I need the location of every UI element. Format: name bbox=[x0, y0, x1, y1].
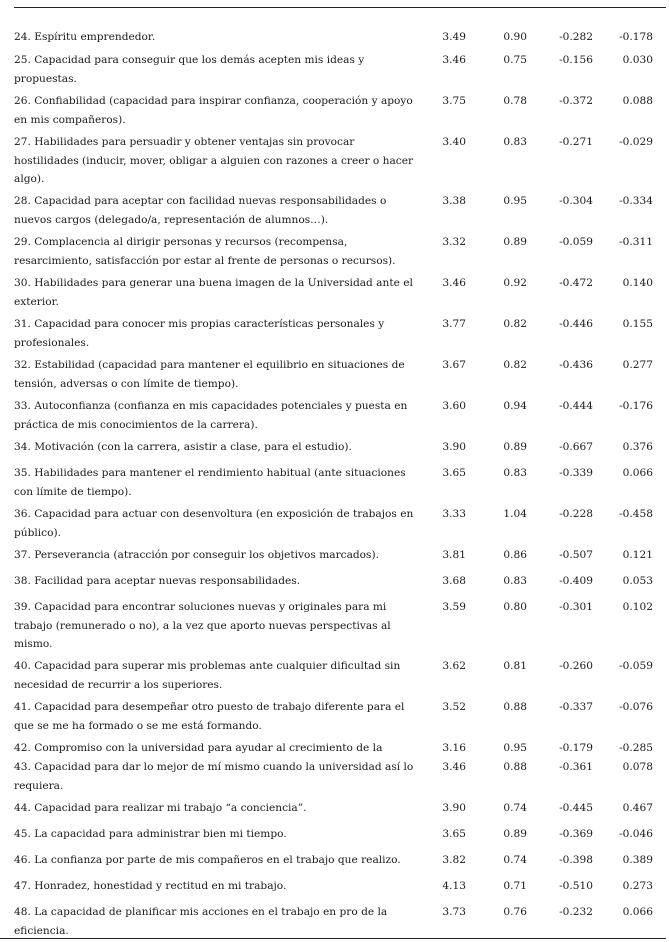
item-text: 45. La capacidad para administrar bien mi tiempo. bbox=[14, 828, 287, 840]
coefficient-2-value: 0.066 bbox=[622, 467, 653, 479]
coefficient-1-value: -0.282 bbox=[559, 31, 593, 43]
coefficient-2-value: 0.155 bbox=[622, 318, 653, 330]
item-text: 37. Perseverancia (atracción por conseguir los objetivos marcados). bbox=[14, 549, 379, 561]
item-text: 34. Motivación (con la carrera, asistir a clase, para el estudio). bbox=[14, 441, 352, 453]
sd-value: 1.04 bbox=[503, 508, 527, 520]
coefficient-2-value: 0.053 bbox=[622, 575, 653, 587]
mean-value: 3.73 bbox=[442, 906, 466, 918]
coefficient-1-value: -0.510 bbox=[559, 880, 593, 892]
coefficient-2-value: 0.140 bbox=[622, 277, 653, 289]
coefficient-2-value: -0.178 bbox=[619, 31, 653, 43]
coefficient-2-value: -0.046 bbox=[619, 828, 653, 840]
item-text: 25. Capacidad para conseguir que los demás acepten mis ideas y propuestas. bbox=[14, 54, 365, 85]
sd-value: 0.95 bbox=[503, 195, 527, 207]
item-text: 42. Compromiso con la universidad para ayudar al crecimiento de la bbox=[14, 742, 383, 754]
mean-value: 3.75 bbox=[442, 95, 466, 107]
coefficient-2-value: -0.029 bbox=[619, 136, 653, 148]
item-text: 27. Habilidades para persuadir y obtener ventajas sin provocar hostilidades (inducir, mover, obligar a alguien con razones a creer o hacer algo). bbox=[14, 136, 414, 185]
item-text: 44. Capacidad para realizar mi trabajo “a conciencia”. bbox=[14, 802, 307, 814]
mean-value: 3.90 bbox=[442, 441, 466, 453]
coefficient-1-value: -0.369 bbox=[559, 828, 593, 840]
item-text: 30. Habilidades para generar una buena imagen de la Universidad ante el exterior. bbox=[14, 277, 413, 308]
mean-value: 3.16 bbox=[442, 742, 466, 754]
coefficient-1-value: -0.667 bbox=[559, 441, 593, 453]
item-text: 31. Capacidad para conocer mis propias características personales y profesionales. bbox=[14, 318, 385, 349]
coefficient-1-value: -0.445 bbox=[559, 802, 593, 814]
item-text: 33. Autoconfianza (confianza en mis capacidades potenciales y puesta en práctica de mis conocimientos de la carrera). bbox=[14, 400, 408, 431]
coefficient-2-value: 0.389 bbox=[622, 854, 653, 866]
item-text: 26. Confiabilidad (capacidad para inspirar confianza, cooperación y apoyo en mis compañeros). bbox=[14, 95, 413, 126]
coefficient-1-value: -0.372 bbox=[559, 95, 593, 107]
coefficient-2-value: 0.273 bbox=[622, 880, 653, 892]
item-text: 38. Facilidad para aceptar nuevas responsabilidades. bbox=[14, 575, 301, 587]
sd-value: 0.89 bbox=[503, 441, 527, 453]
mean-value: 3.49 bbox=[442, 31, 466, 43]
item-text: 29. Complacencia al dirigir personas y recursos (recompensa, resarcimiento, satisfacción por estar al frente de personas o recursos). bbox=[14, 236, 396, 267]
coefficient-2-value: -0.059 bbox=[619, 660, 653, 672]
mean-value: 3.38 bbox=[442, 195, 466, 207]
item-text: 41. Capacidad para desempeñar otro puesto de trabajo diferente para el que se me ha formado o se me está formando. bbox=[14, 701, 405, 732]
coefficient-2-value: 0.376 bbox=[622, 441, 653, 453]
mean-value: 3.67 bbox=[442, 359, 466, 371]
sd-value: 0.78 bbox=[503, 95, 527, 107]
coefficient-1-value: -0.271 bbox=[559, 136, 593, 148]
coefficient-1-value: -0.339 bbox=[559, 467, 593, 479]
coefficient-2-value: -0.458 bbox=[619, 508, 653, 520]
sd-value: 0.82 bbox=[503, 359, 527, 371]
mean-value: 3.60 bbox=[442, 400, 466, 412]
sd-value: 0.83 bbox=[503, 467, 527, 479]
item-text: 24. Espíritu emprendedor. bbox=[14, 31, 156, 43]
coefficient-2-value: -0.176 bbox=[619, 400, 653, 412]
mean-value: 4.13 bbox=[442, 880, 466, 892]
coefficient-2-value: 0.078 bbox=[622, 761, 653, 773]
coefficient-1-value: -0.361 bbox=[559, 761, 593, 773]
sd-value: 0.83 bbox=[503, 136, 527, 148]
coefficient-1-value: -0.304 bbox=[559, 195, 593, 207]
item-text: 39. Capacidad para encontrar soluciones nuevas y originales para mi trabajo (remunerado o no), a la vez que aporto nuevas perspectivas al mismo. bbox=[14, 601, 391, 650]
sd-value: 0.82 bbox=[503, 318, 527, 330]
mean-value: 3.65 bbox=[442, 467, 466, 479]
mean-value: 3.32 bbox=[442, 236, 466, 248]
sd-value: 0.81 bbox=[503, 660, 527, 672]
item-text: 40. Capacidad para superar mis problemas ante cualquier dificultad sin necesidad de recurrir a los superiores. bbox=[14, 660, 401, 691]
mean-value: 3.77 bbox=[442, 318, 466, 330]
coefficient-1-value: -0.409 bbox=[559, 575, 593, 587]
sd-value: 0.74 bbox=[503, 802, 527, 814]
coefficient-2-value: 0.277 bbox=[622, 359, 653, 371]
coefficient-1-value: -0.446 bbox=[559, 318, 593, 330]
coefficient-1-value: -0.436 bbox=[559, 359, 593, 371]
coefficient-1-value: -0.179 bbox=[559, 742, 593, 754]
sd-value: 0.88 bbox=[503, 761, 527, 773]
sd-value: 0.89 bbox=[503, 828, 527, 840]
mean-value: 3.68 bbox=[442, 575, 466, 587]
mean-value: 3.40 bbox=[442, 136, 466, 148]
sd-value: 0.88 bbox=[503, 701, 527, 713]
coefficient-2-value: 0.088 bbox=[622, 95, 653, 107]
sd-value: 0.86 bbox=[503, 549, 527, 561]
coefficient-2-value: 0.467 bbox=[622, 802, 653, 814]
sd-value: 0.95 bbox=[503, 742, 527, 754]
coefficient-2-value: 0.121 bbox=[622, 549, 653, 561]
sd-value: 0.92 bbox=[503, 277, 527, 289]
coefficient-2-value: -0.334 bbox=[619, 195, 653, 207]
mean-value: 3.46 bbox=[442, 54, 466, 66]
sd-value: 0.90 bbox=[503, 31, 527, 43]
coefficient-1-value: -0.337 bbox=[559, 701, 593, 713]
coefficient-1-value: -0.260 bbox=[559, 660, 593, 672]
table-bottom-rule bbox=[0, 938, 666, 939]
mean-value: 3.65 bbox=[442, 828, 466, 840]
mean-value: 3.62 bbox=[442, 660, 466, 672]
mean-value: 3.46 bbox=[442, 761, 466, 773]
coefficient-2-value: 0.066 bbox=[622, 906, 653, 918]
mean-value: 3.82 bbox=[442, 854, 466, 866]
mean-value: 3.46 bbox=[442, 277, 466, 289]
coefficient-2-value: 0.030 bbox=[622, 54, 653, 66]
item-text: 36. Capacidad para actuar con desenvoltura (en exposición de trabajos en público). bbox=[14, 508, 414, 539]
item-text: 46. La confianza por parte de mis compañeros en el trabajo que realizo. bbox=[14, 854, 401, 866]
mean-value: 3.81 bbox=[442, 549, 466, 561]
coefficient-1-value: -0.398 bbox=[559, 854, 593, 866]
sd-value: 0.75 bbox=[503, 54, 527, 66]
item-text: 35. Habilidades para mantener el rendimiento habitual (ante situaciones con límite de tiempo). bbox=[14, 467, 406, 498]
coefficient-1-value: -0.301 bbox=[559, 601, 593, 613]
item-text: 48. La capacidad de planificar mis acciones en el trabajo en pro de la eficiencia. bbox=[14, 906, 388, 937]
item-text: 32. Estabilidad (capacidad para mantener el equilibrio en situaciones de tensión, adversas o con límite de tiempo). bbox=[14, 359, 405, 390]
sd-value: 0.76 bbox=[503, 906, 527, 918]
mean-value: 3.90 bbox=[442, 802, 466, 814]
coefficient-1-value: -0.444 bbox=[559, 400, 593, 412]
coefficient-2-value: -0.311 bbox=[619, 236, 653, 248]
sd-value: 0.74 bbox=[503, 854, 527, 866]
coefficient-1-value: -0.228 bbox=[559, 508, 593, 520]
sd-value: 0.80 bbox=[503, 601, 527, 613]
coefficient-2-value: 0.102 bbox=[622, 601, 653, 613]
sd-value: 0.89 bbox=[503, 236, 527, 248]
mean-value: 3.33 bbox=[442, 508, 466, 520]
sd-value: 0.83 bbox=[503, 575, 527, 587]
coefficient-2-value: -0.076 bbox=[619, 701, 653, 713]
coefficient-1-value: -0.507 bbox=[559, 549, 593, 561]
mean-value: 3.59 bbox=[442, 601, 466, 613]
sd-value: 0.71 bbox=[503, 880, 527, 892]
item-text: 28. Capacidad para aceptar con facilidad nuevas responsabilidades o nuevos cargos (delegado/a, representación de alumnos…). bbox=[14, 195, 387, 226]
item-text: 47. Honradez, honestidad y rectitud en mi trabajo. bbox=[14, 880, 287, 892]
coefficient-2-value: -0.285 bbox=[619, 742, 653, 754]
coefficient-1-value: -0.059 bbox=[559, 236, 593, 248]
coefficient-1-value: -0.156 bbox=[559, 54, 593, 66]
sd-value: 0.94 bbox=[503, 400, 527, 412]
mean-value: 3.52 bbox=[442, 701, 466, 713]
item-text: 43. Capacidad para dar lo mejor de mí mismo cuando la universidad así lo requiera. bbox=[14, 761, 414, 792]
coefficient-1-value: -0.472 bbox=[559, 277, 593, 289]
coefficient-1-value: -0.232 bbox=[559, 906, 593, 918]
